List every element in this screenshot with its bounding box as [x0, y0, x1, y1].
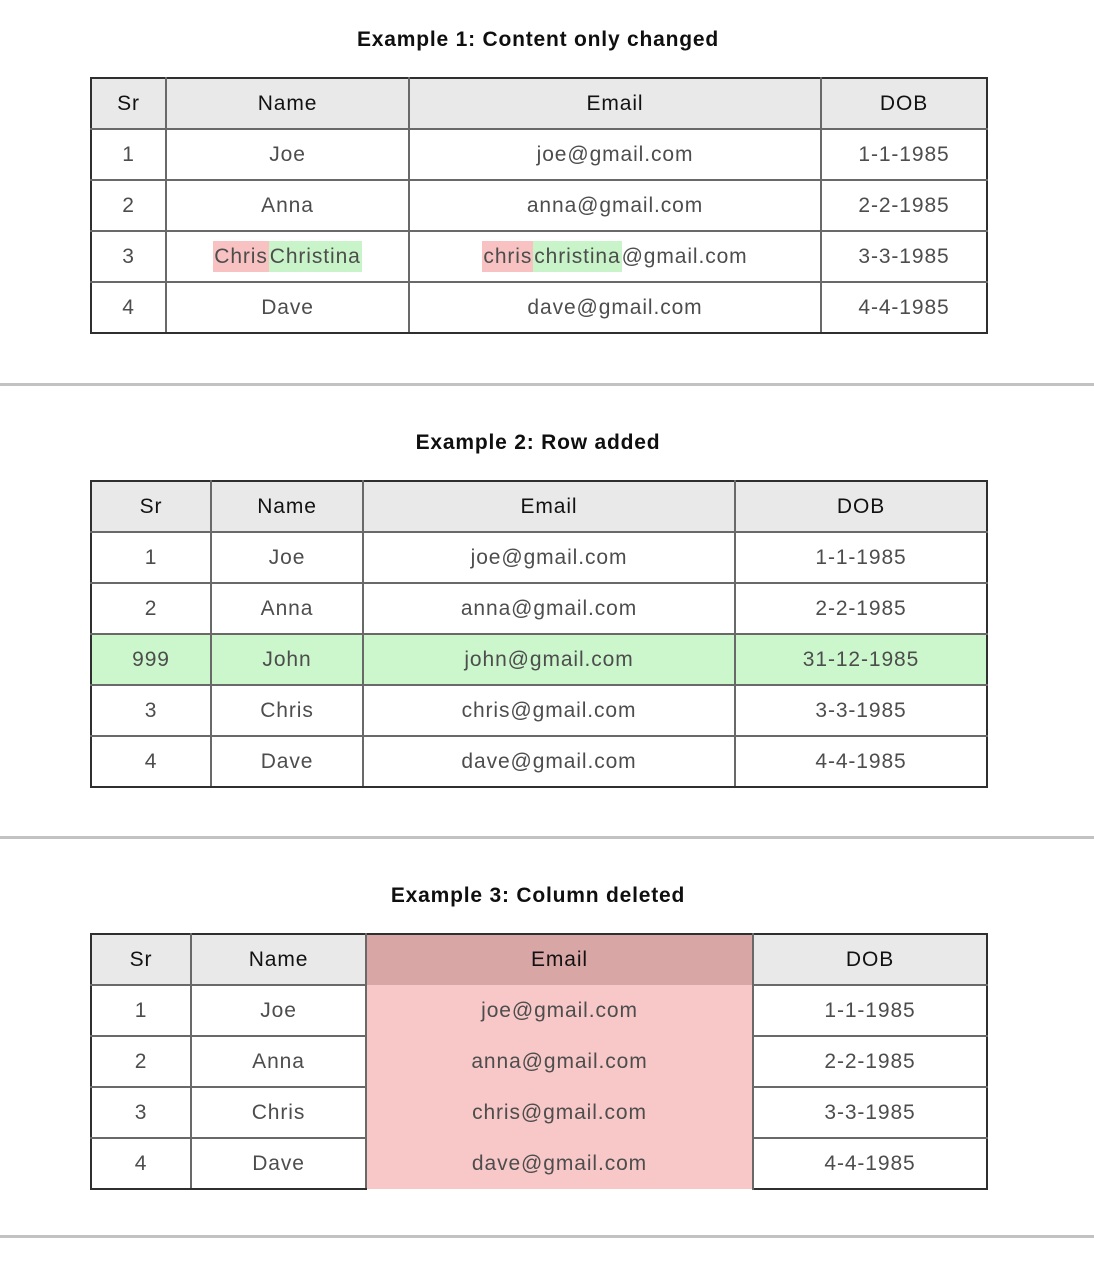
cell-email-diff: [409, 231, 821, 282]
cell-dob: 3-3-1985: [821, 231, 987, 282]
deleted-column-header-email: Email: [366, 934, 753, 985]
deleted-column-cell-email: dave@gmail.com: [366, 1138, 753, 1189]
cell-dob: 2-2-1985: [735, 583, 987, 634]
column-header-dob: DOB: [735, 481, 987, 532]
cell-name: Chris: [191, 1087, 366, 1138]
cell-sr: 1: [91, 985, 191, 1036]
example-2-table: [90, 480, 988, 788]
example-1-table: [90, 77, 988, 334]
cell-name-diff: [166, 231, 409, 282]
example-2-title: Example 2: Row added: [415, 431, 661, 454]
cell-email: joe@gmail.com: [363, 532, 735, 583]
example-3-section: [90, 839, 986, 1190]
cell-email: anna@gmail.com: [363, 583, 735, 634]
removed-text: Chris: [213, 241, 269, 272]
cell-email: john@gmail.com: [363, 634, 735, 685]
column-header-sr: Sr: [91, 934, 191, 985]
table-row: [91, 985, 987, 1036]
cell-email: anna@gmail.com: [409, 180, 821, 231]
cell-name: Dave: [166, 282, 409, 333]
table-row: [91, 532, 987, 583]
cell-dob: 4-4-1985: [753, 1138, 987, 1189]
cell-email: dave@gmail.com: [409, 282, 821, 333]
cell-sr: 2: [91, 1036, 191, 1087]
cell-name: Chris: [211, 685, 363, 736]
deleted-column-cell-email: joe@gmail.com: [366, 985, 753, 1036]
unchanged-text: @gmail.com: [621, 244, 748, 268]
added-text: christina: [533, 241, 621, 272]
cell-name: Anna: [191, 1036, 366, 1087]
cell-sr: 1: [91, 129, 166, 180]
cell-name: John: [211, 634, 363, 685]
table-row: [91, 1087, 987, 1138]
cell-dob: 31-12-1985: [735, 634, 987, 685]
cell-name: Anna: [166, 180, 409, 231]
cell-dob: 3-3-1985: [753, 1087, 987, 1138]
table-row: [91, 1138, 987, 1189]
cell-sr: 1: [91, 532, 211, 583]
cell-email: chris@gmail.com: [363, 685, 735, 736]
example-3-title: Example 3: Column deleted: [390, 884, 686, 907]
cell-name: Joe: [166, 129, 409, 180]
cell-name: Anna: [211, 583, 363, 634]
cell-dob: 4-4-1985: [821, 282, 987, 333]
column-header-email: Email: [409, 78, 821, 129]
cell-sr: 4: [91, 282, 166, 333]
cell-sr: 2: [91, 180, 166, 231]
cell-sr: 3: [91, 231, 166, 282]
cell-sr: 999: [91, 634, 211, 685]
header-row: [91, 78, 987, 129]
deleted-column-cell-email: chris@gmail.com: [366, 1087, 753, 1138]
cell-email: joe@gmail.com: [409, 129, 821, 180]
cell-name: Joe: [191, 985, 366, 1036]
cell-dob: 2-2-1985: [821, 180, 987, 231]
column-header-name: Name: [166, 78, 409, 129]
table-row: [91, 1036, 987, 1087]
table-row: [91, 180, 987, 231]
table-row: [91, 685, 987, 736]
cell-dob: 1-1-1985: [821, 129, 987, 180]
cell-dob: 1-1-1985: [753, 985, 987, 1036]
cell-name: Dave: [191, 1138, 366, 1189]
cell-sr: 3: [91, 1087, 191, 1138]
header-row: [91, 934, 987, 985]
cell-sr: 4: [91, 736, 211, 787]
added-text: Christina: [269, 241, 362, 272]
cell-name: Joe: [211, 532, 363, 583]
cell-dob: 4-4-1985: [735, 736, 987, 787]
example-3-table: [90, 933, 988, 1190]
column-header-dob: DOB: [821, 78, 987, 129]
column-header-name: Name: [191, 934, 366, 985]
cell-sr: 4: [91, 1138, 191, 1189]
table-row: [91, 736, 987, 787]
table-row: [91, 129, 987, 180]
cell-sr: 3: [91, 685, 211, 736]
deleted-column-cell-email: anna@gmail.com: [366, 1036, 753, 1087]
column-header-sr: Sr: [91, 481, 211, 532]
cell-sr: 2: [91, 583, 211, 634]
cell-dob: 2-2-1985: [753, 1036, 987, 1087]
changed-row: [91, 231, 987, 282]
table-row: [91, 583, 987, 634]
column-header-name: Name: [211, 481, 363, 532]
column-header-email: Email: [363, 481, 735, 532]
cell-dob: 3-3-1985: [735, 685, 987, 736]
example-1-title: Example 1: Content only changed: [356, 28, 720, 51]
header-row: [91, 481, 987, 532]
table-row: [91, 282, 987, 333]
example-1-section: [90, 0, 986, 334]
removed-text: chris: [482, 241, 533, 272]
cell-email: dave@gmail.com: [363, 736, 735, 787]
section-divider: [0, 1235, 1094, 1238]
added-row: [91, 634, 987, 685]
column-header-sr: Sr: [91, 78, 166, 129]
example-2-section: [90, 386, 986, 788]
cell-name: Dave: [211, 736, 363, 787]
cell-dob: 1-1-1985: [735, 532, 987, 583]
column-header-dob: DOB: [753, 934, 987, 985]
